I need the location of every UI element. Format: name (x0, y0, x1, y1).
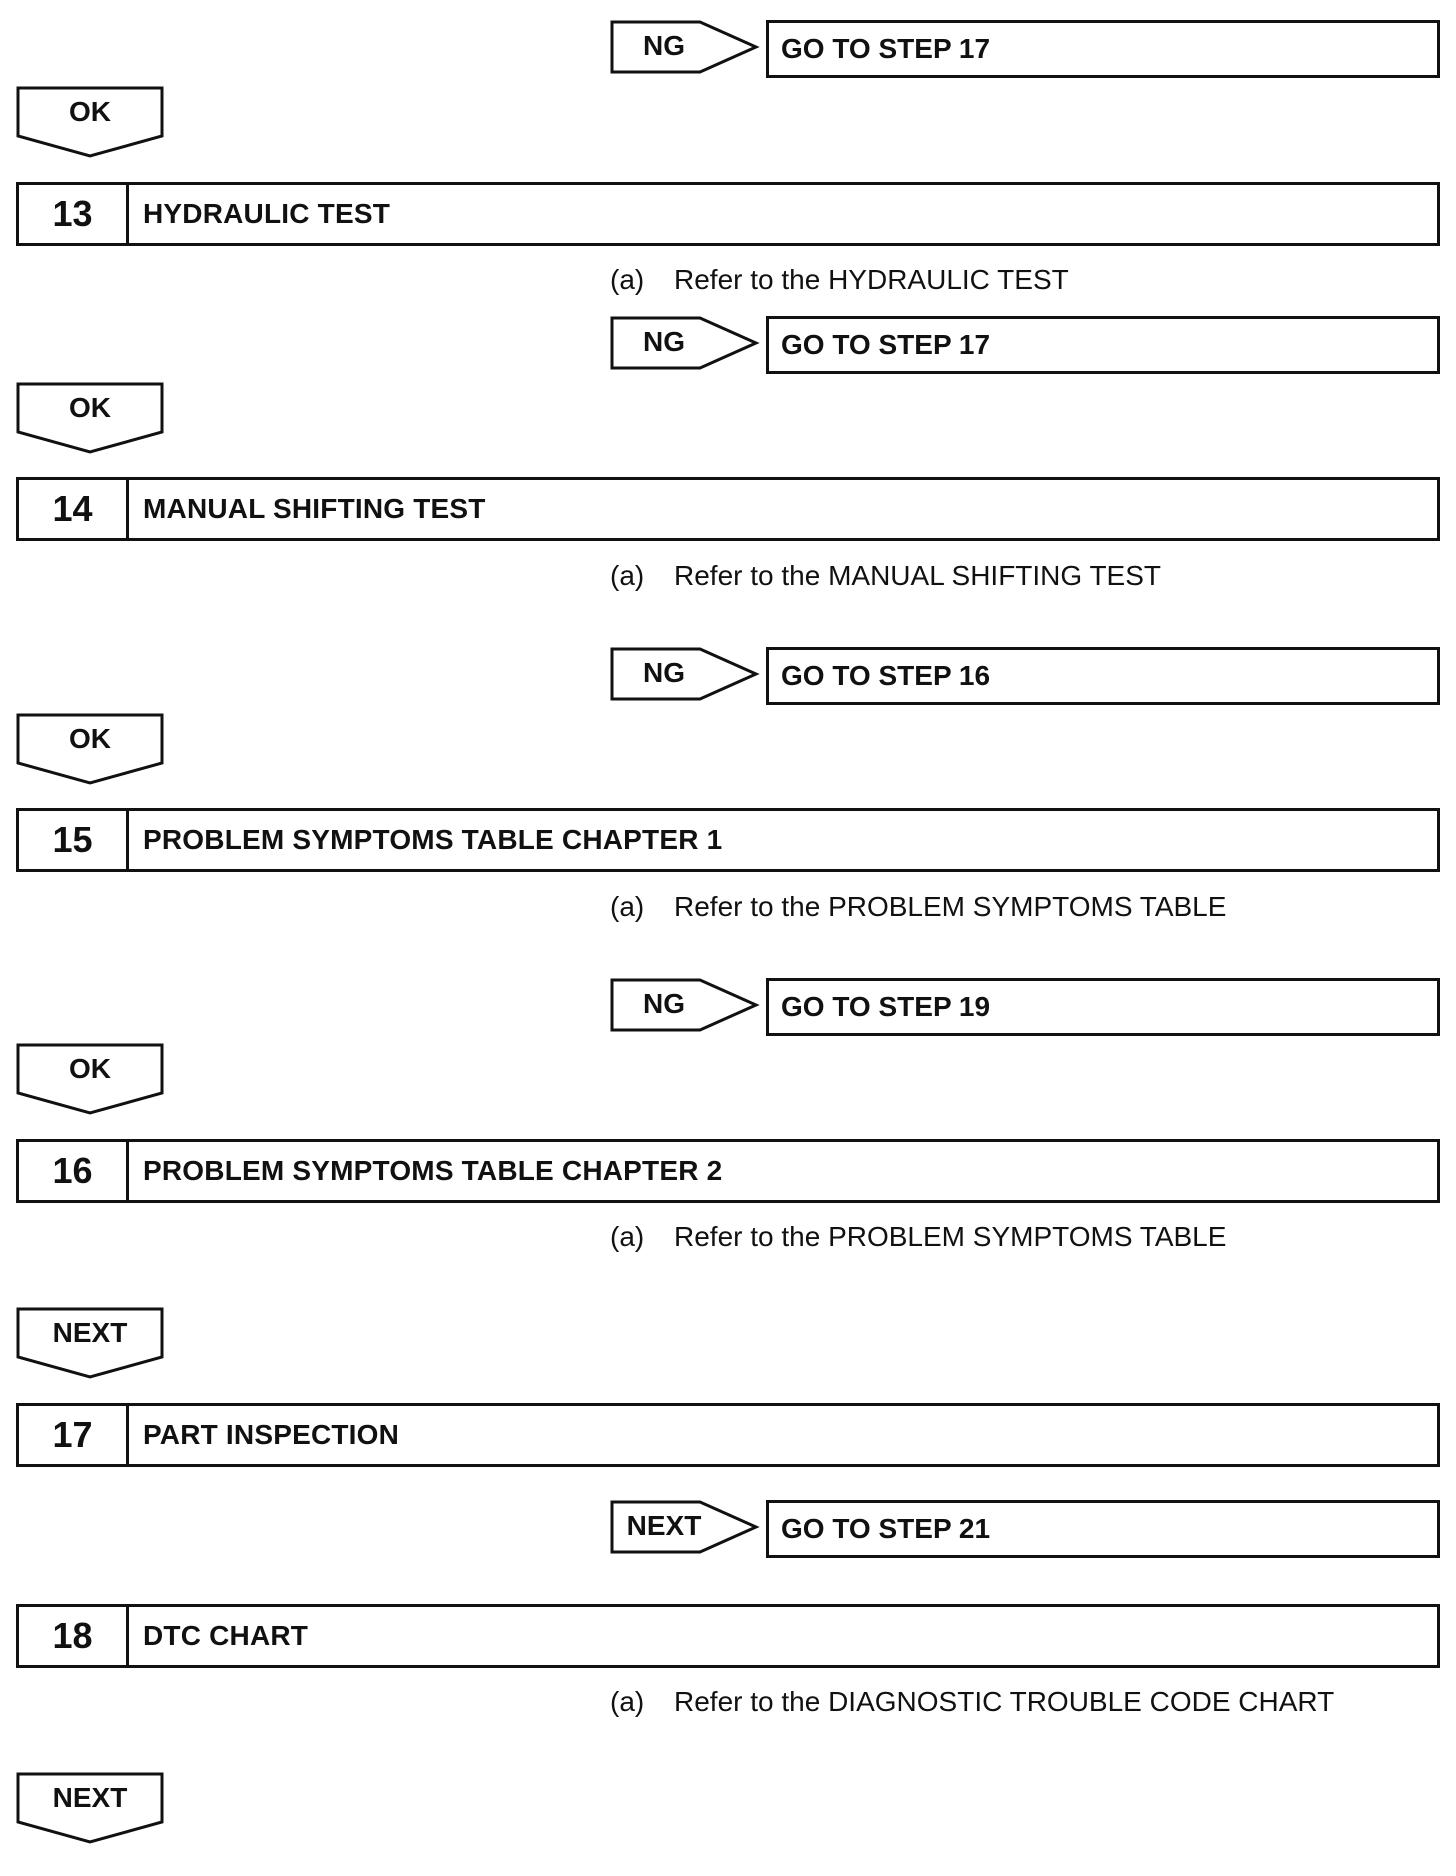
ok-arrow (16, 1043, 164, 1115)
step-number: 16 (19, 1142, 129, 1200)
ok-label: OK (69, 392, 111, 423)
step-title: PROBLEM SYMPTOMS TABLE CHAPTER 2 (143, 1155, 723, 1186)
note-prefix: (a) (610, 891, 645, 922)
note-prefix: (a) (610, 264, 645, 295)
ok-label: OK (69, 96, 111, 127)
ng-label: NG (643, 657, 685, 688)
note-prefix: (a) (610, 1221, 645, 1252)
go-to-step-box: GO TO STEP 17 (766, 20, 1440, 78)
note-prefix: (a) (610, 1686, 645, 1717)
next-label: NEXT (52, 1782, 128, 1813)
step-note (610, 1686, 1334, 1718)
step-title: HYDRAULIC TEST (143, 198, 391, 229)
ng-arrow (610, 647, 760, 703)
ng-arrow (610, 978, 760, 1034)
go-to-step-box: GO TO STEP 17 (766, 316, 1440, 374)
step-title: DTC CHART (143, 1620, 309, 1651)
step-note (610, 264, 1069, 296)
step-note (610, 560, 1161, 592)
go-to-step-box: GO TO STEP 19 (766, 978, 1440, 1036)
ok-label: OK (69, 1053, 111, 1084)
step-note (610, 1221, 1226, 1253)
step-13-box (16, 182, 1440, 246)
note-prefix: (a) (610, 560, 645, 591)
step-title: PART INSPECTION (143, 1419, 400, 1450)
ok-label: OK (69, 723, 111, 754)
step-16-box (16, 1139, 1440, 1203)
note-text: Refer to the HYDRAULIC TEST (674, 264, 1069, 295)
next-label: NEXT (52, 1317, 128, 1348)
ng-label: NG (643, 326, 685, 357)
note-text: Refer to the DIAGNOSTIC TROUBLE CODE CHART (674, 1686, 1335, 1717)
step-number: 17 (19, 1406, 129, 1464)
go-to-step-box: GO TO STEP 16 (766, 647, 1440, 705)
step-15-box (16, 808, 1440, 872)
step-14-box (16, 477, 1440, 541)
ng-label: NG (643, 988, 685, 1019)
note-text: Refer to the PROBLEM SYMPTOMS TABLE (674, 891, 1227, 922)
step-number: 14 (19, 480, 129, 538)
next-arrow (16, 1307, 164, 1379)
next-label: NEXT (626, 1510, 702, 1541)
step-number: 15 (19, 811, 129, 869)
ng-label: NG (643, 30, 685, 61)
ng-arrow (610, 20, 760, 76)
ok-arrow (16, 86, 164, 158)
ng-arrow (610, 316, 760, 372)
note-text: Refer to the PROBLEM SYMPTOMS TABLE (674, 1221, 1227, 1252)
ok-arrow (16, 382, 164, 454)
step-title: PROBLEM SYMPTOMS TABLE CHAPTER 1 (143, 824, 723, 855)
step-number: 18 (19, 1607, 129, 1665)
step-number: 13 (19, 185, 129, 243)
step-18-box (16, 1604, 1440, 1668)
next-arrow (16, 1772, 164, 1844)
next-arrow (610, 1500, 760, 1556)
ok-arrow (16, 713, 164, 785)
step-note (610, 891, 1226, 923)
go-to-step-box: GO TO STEP 21 (766, 1500, 1440, 1558)
note-text: Refer to the MANUAL SHIFTING TEST (674, 560, 1162, 591)
step-17-box (16, 1403, 1440, 1467)
step-title: MANUAL SHIFTING TEST (143, 493, 486, 524)
